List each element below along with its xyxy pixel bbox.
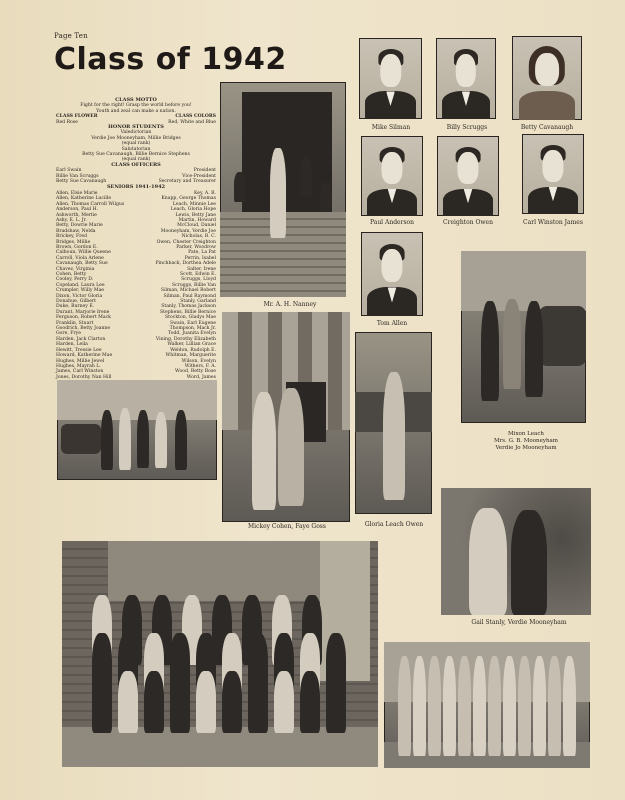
girls-line-photo [384,642,590,768]
senior-name: Chavez, Virginia [56,266,95,272]
flower-value: Red Rose [56,119,78,125]
caption-betty-cavanaugh: Betty Cavanaugh [520,124,574,131]
senior-name: Leach, Minnie Lee [172,201,216,207]
senior-name: Brown, Gordon E. [56,244,98,250]
senior-name: Allen, Thomas Carroll Wilgus [56,201,125,207]
senior-name: Owen, Chester Creighton [156,239,216,245]
senior-name: Goodrich, Betty Joanne [56,326,111,332]
senior-name: Vining, Dorothy Elizabeth [155,336,216,342]
senior-name: Swain, Earl Eugene [169,320,216,326]
senior-name: Pate, La Pat [188,250,216,256]
portrait-creighton-owen [437,136,499,216]
senior-name: Cavanaugh, Betty Sue [56,261,108,267]
seniors-right-column [155,191,216,380]
senior-name: Hughes, Millie Jewel [56,358,105,364]
senior-name: Stockton, Gladys Mae [165,315,216,321]
senior-name: Anderson, Paul H. [56,207,99,213]
seniors-left-column [56,191,124,380]
senior-name: Ashy, E. L. Jr. [56,217,87,223]
senior-name: Whitman, Marguerite [165,353,216,359]
senior-name: Knapp, George Thomas [161,196,216,202]
senior-name: Brickey, Fred [56,234,88,240]
valedictorian-label: Valedictorian [120,130,152,136]
senior-name: Bradshaw, Nelda [56,228,96,234]
senior-name: Key, A. B. [193,190,216,196]
senior-name: Mooneyham, Verdie Joe [160,228,216,234]
senior-name: Durant, Marjorie Irene [56,309,110,315]
caption-creighton-owen: Creighton Owen [443,219,493,226]
senior-name: Scruggs, Lloyd [181,277,216,283]
seniors-heading: SENIORS 1941-1942 [106,183,166,190]
salutatorians-note: (equal rank) [121,157,151,163]
caption-mike-silman: Mike Silman [371,124,411,131]
portrait-tom-allen [361,232,423,316]
senior-name: Nicholas, B. C. [181,234,216,240]
senior-name: Harden, Leila [56,342,88,348]
nanney-photo [220,82,346,297]
officer-role: President [193,168,216,174]
senior-name: Scruggs, Billie Van [171,282,216,288]
street-group-photo [57,380,217,480]
senior-name: Hughes, Mayrah L. [56,363,101,369]
motto-heading: CLASS MOTTO [115,97,157,103]
page-title: Class of 1942 [54,42,287,77]
senior-name: Copeland, Laura Lee [56,282,105,288]
mixon-leach-photo [461,251,586,423]
salutatorian-label: Salutatorian [121,146,151,152]
senior-name: Salter, Irene [187,266,216,272]
portrait-billy-scruggs [436,38,496,119]
senior-name: James, Carl Winston [56,369,104,375]
officers-heading: CLASS OFFICERS [111,161,161,168]
senior-name: Silman, Paul Raymond [163,293,216,299]
caption-mickey-faye: Mickey Cohen, Faye Goss [248,523,326,530]
page-number: Page Ten [54,32,88,40]
officer-role: Vice-President [182,173,216,179]
caption-carl-winston-james: Carl Winston James [523,219,583,226]
caption-mixon-leach-line-3: Verdie Jo Mooneyham [495,445,557,451]
gloria-owen-photo [355,332,432,514]
seniors-list [56,191,216,380]
senior-name: Harden, Jack Clarton [56,336,106,342]
senior-name: Stanly, Thomas Jackson [161,304,216,310]
gail-verdie-photo [441,488,591,615]
senior-name: Crumpler, Willy Mae [56,288,105,294]
senior-name: Calhoun, Willie Queene [56,250,111,256]
senior-name: Ferguson, Robert Mack [56,315,111,321]
senior-name: Thompson, Mack Jr. [169,326,216,332]
senior-name: Pinchback, Dorthea Adele [155,261,216,267]
senior-name: Martin, Howard [178,217,216,223]
mickey-faye-photo [222,312,350,522]
salutatorians: Betty Sue Cavanaugh, Billie Bernice Stephens [82,152,190,158]
senior-name: Howard, Katherine Mae [56,353,113,359]
senior-name: Cooley, Perry D. [56,277,94,283]
caption-mixon-leach-line-1: Mixon Leach [508,431,544,437]
officer-name: Betty Sue Cavanaugh [56,179,107,185]
caption-billy-scruggs: Billy Scruggs [446,124,488,131]
valedictorians-note: (equal rank) [121,141,151,147]
senior-name: Betty, Dowrie Marie [56,223,103,229]
class-info-column [56,98,216,380]
senior-name: Scott, Edwin E. [179,272,216,277]
senior-name: Withers, F. A. [184,363,216,369]
senior-name: Bridges, Millie [56,239,91,245]
senior-name: Gore, Frye [56,331,81,337]
senior-name: Duke, Burney E. [56,304,95,310]
senior-name: McCloud, Daniel [177,223,216,229]
colors-value: Red, White and Blue [168,119,216,125]
portrait-paul-anderson [361,136,423,216]
flower-heading: CLASS FLOWER [56,114,98,120]
senior-name: Allen, Katherine Lucille [56,196,112,202]
senior-name: Lewis, Betty Jane [175,212,216,218]
senior-name: Word, James [186,374,216,380]
portrait-carl-winston-james [522,134,584,214]
caption-gail-verdie: Gail Stanly, Verdie Mooneyham [471,619,567,626]
senior-name: Allen, Elsie Marie [56,190,98,196]
officer-role: Secretary and Treasurer [158,179,216,185]
senior-name: Leach, Gloria Hope [170,207,216,213]
portrait-betty-cavanaugh [512,36,582,120]
caption-tom-allen: Tom Allen [376,320,408,327]
senior-name: Wilson, Evelyn [181,358,216,364]
senior-name: Perrin, Isabel [184,255,216,261]
senior-name: Weldon, Rudolph E. [170,347,216,353]
officer-name: Billie Van Scruggs [56,173,99,179]
senior-name: Wood, Betty Rose [175,369,216,375]
caption-mixon-leach-line-2: Mrs. G. B. Mooneyham [493,438,558,444]
senior-name: Hewitt, Tressie Lee [56,347,102,353]
senior-name: Parker, Woodrow [176,244,216,250]
honor-heading: HONOR STUDENTS [108,124,164,131]
valedictorians: Verdie Joe Mooneyham, Millie Bridges [91,135,181,141]
officer-name: Earl Swain [56,168,82,174]
caption-mixon-leach [466,431,586,452]
caption-paul-anderson: Paul Anderson [369,219,415,226]
motto-line-2: Youth and zeal can make a nation. [96,108,176,114]
senior-name: Walker, Lillian Grace [167,342,216,348]
senior-name: Stephens, Billie Bernice [159,309,216,315]
senior-name: Donahue, Gilbert [56,299,97,305]
class-group-photo [62,541,378,767]
senior-name: Ashworth, Mertie [56,212,97,218]
caption-nanney: Mr. A. H. Nanney [263,301,317,308]
officers-list [56,168,216,184]
senior-name: Cohen, Betty [56,272,87,277]
motto-line-1: Fight for the right! Grasp the world before you! [80,103,192,109]
senior-name: Stanly, Garland [180,299,216,305]
caption-gloria-owen: Gloria Leach Owen [364,521,424,528]
portrait-mike-silman [359,38,422,119]
colors-heading: CLASS COLORS [175,114,216,120]
senior-name: Dixon, Victor Gloria [56,293,103,299]
senior-name: Jones, Dorothy Nan Hill [56,374,112,380]
senior-name: Carroll, Viola Arlene [56,255,104,261]
senior-name: Franklin, Stuart [56,320,94,326]
senior-name: Silman, Michael Robert [160,288,216,294]
senior-name: Todd, Juanita Evelyn [168,331,216,337]
